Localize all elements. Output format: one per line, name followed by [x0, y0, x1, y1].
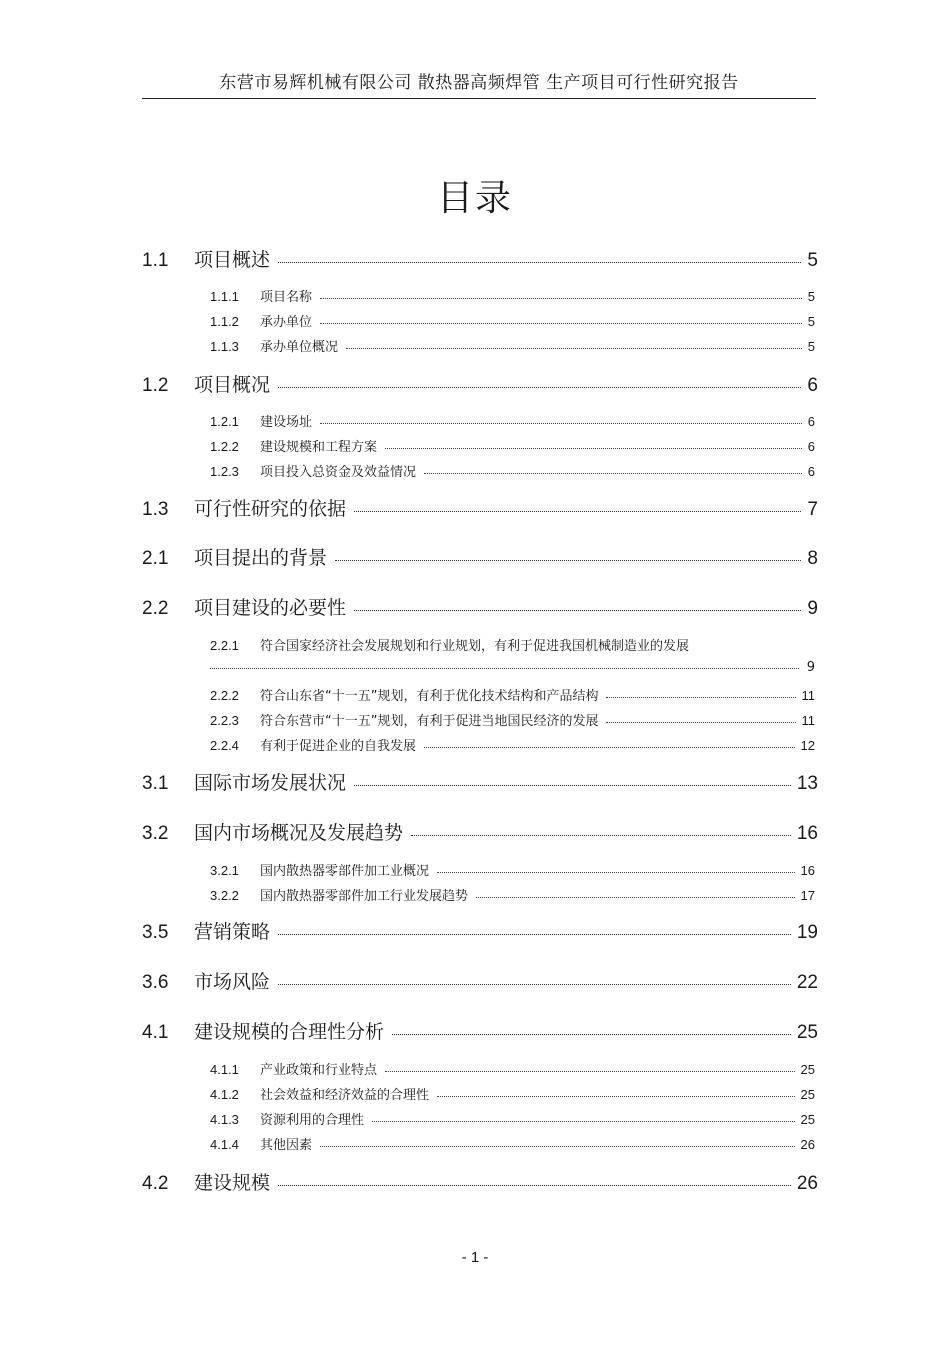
toc-number: 1.3 [142, 499, 169, 520]
toc-leader [424, 747, 795, 748]
toc-number: 4.1.3 [210, 1112, 239, 1127]
toc-leader [385, 448, 802, 449]
toc-label: 社会效益和经济效益的合理性 [260, 1088, 430, 1103]
toc-page: 9 [807, 598, 818, 619]
toc-leader [411, 835, 791, 836]
toc-page: 7 [807, 499, 818, 520]
toc-label: 符合山东省“十一五”规划，有利于优化技术结构和产品结构 [260, 689, 599, 704]
toc-entry[interactable] [142, 818, 818, 845]
toc-number: 1.2 [142, 375, 169, 396]
toc-leader [606, 697, 795, 698]
toc-leader [320, 298, 802, 299]
toc-entry[interactable] [210, 635, 815, 654]
toc-label: 建设规模 [194, 1172, 271, 1194]
toc-entry[interactable] [142, 543, 818, 570]
toc-page: 6 [807, 439, 815, 454]
toc-page: 5 [807, 339, 815, 354]
toc-entry[interactable] [210, 436, 815, 455]
toc-number: 4.1.2 [210, 1087, 239, 1102]
toc-leader [320, 1146, 795, 1147]
toc-leader [278, 984, 791, 985]
toc-number: 4.1.1 [210, 1062, 239, 1077]
toc-entry[interactable] [210, 885, 815, 904]
toc-number: 1.2.1 [210, 414, 239, 429]
toc-number: 4.1.4 [210, 1137, 239, 1152]
toc-entry[interactable] [142, 768, 818, 795]
toc-number: 3.6 [142, 972, 169, 993]
toc-label: 建设场址 [260, 415, 313, 430]
toc-entry[interactable] [210, 1059, 815, 1078]
toc-page: 17 [800, 888, 815, 903]
toc-title: 目录 [436, 178, 513, 219]
toc-number: 4.2 [142, 1173, 169, 1194]
toc-number: 4.1 [142, 1022, 169, 1043]
toc-entry[interactable] [142, 1017, 818, 1044]
toc-label: 建设规模和工程方案 [260, 440, 378, 455]
toc-number: 2.2.3 [210, 713, 239, 728]
toc-entry[interactable] [142, 494, 818, 521]
toc-leader [437, 872, 795, 873]
toc-label: 国内散热器零部件加工业概况 [260, 864, 430, 879]
toc-entry[interactable] [210, 411, 815, 430]
toc-leader [476, 897, 795, 898]
toc-page: 25 [796, 1022, 818, 1043]
toc-leader [210, 668, 799, 669]
toc-number: 2.2 [142, 598, 169, 619]
toc-label: 符合东营市“十一五”规划，有利于促进当地国民经济的发展 [260, 714, 599, 729]
page-number: - 1 - [461, 1249, 489, 1266]
toc-label: 项目名称 [260, 290, 313, 305]
toc-entry[interactable] [210, 336, 815, 355]
toc-page: 25 [800, 1112, 815, 1127]
toc-label: 产业政策和行业特点 [260, 1063, 378, 1078]
toc-page: 16 [800, 863, 815, 878]
toc-number: 3.5 [142, 922, 169, 943]
toc-label: 资源利用的合理性 [260, 1113, 365, 1128]
toc-entry[interactable] [210, 311, 815, 330]
toc-number: 1.1.2 [210, 314, 239, 329]
toc-number: 3.2.1 [210, 863, 239, 878]
toc-leader [354, 610, 801, 611]
running-header: 东营市易辉机械有限公司 散热器高频焊管 生产项目可行性研究报告 [219, 73, 739, 93]
toc-leader [392, 1034, 791, 1035]
toc-label: 项目建设的必要性 [194, 597, 347, 619]
toc-number: 3.2.2 [210, 888, 239, 903]
toc-page: 5 [807, 250, 818, 271]
toc-leader [346, 348, 802, 349]
toc-number: 2.2.2 [210, 688, 239, 703]
toc-label: 可行性研究的依据 [194, 498, 347, 520]
toc-number: 3.1 [142, 773, 169, 794]
toc-label: 承办单位 [260, 315, 313, 330]
toc-leader [424, 473, 802, 474]
toc-label: 项目概述 [194, 249, 271, 271]
toc-page: 25 [800, 1062, 815, 1077]
toc-entry[interactable] [142, 245, 818, 272]
toc-entry[interactable] [142, 917, 818, 944]
toc-page: 6 [807, 375, 818, 396]
toc-page: 13 [796, 773, 818, 794]
toc-label: 项目投入总资金及效益情况 [260, 465, 417, 480]
toc-number: 2.2.1 [210, 638, 239, 653]
toc-page: 26 [796, 1173, 818, 1194]
toc-leader [320, 323, 802, 324]
toc-entry[interactable] [210, 710, 815, 729]
toc-label: 营销策略 [194, 921, 271, 943]
toc-leader [385, 1071, 795, 1072]
toc-entry[interactable] [142, 967, 818, 994]
toc-page: 22 [796, 972, 818, 993]
toc-page: 12 [800, 738, 815, 753]
toc-page: 8 [807, 548, 818, 569]
toc-entry[interactable] [210, 286, 815, 305]
toc-leader [437, 1096, 795, 1097]
toc-leader [278, 934, 791, 935]
toc-page: 5 [807, 314, 815, 329]
toc-entry[interactable] [210, 685, 815, 704]
toc-label: 国内市场概况及发展趋势 [194, 822, 404, 844]
toc-page: 6 [807, 464, 815, 479]
toc-leader [278, 1185, 791, 1186]
toc-label: 项目提出的背景 [194, 547, 328, 569]
toc-number: 2.1 [142, 548, 169, 569]
toc-entry-continuation[interactable] [210, 660, 815, 675]
toc-number: 1.1.3 [210, 339, 239, 354]
toc-label: 有利于促进企业的自我发展 [260, 739, 417, 754]
toc-page: 11 [801, 713, 815, 728]
toc-leader [278, 387, 801, 388]
toc-number: 1.1 [142, 250, 169, 271]
toc-entry[interactable] [210, 1084, 815, 1103]
toc-number: 3.2 [142, 823, 169, 844]
toc-label: 市场风险 [194, 971, 271, 993]
toc-page: 26 [800, 1137, 815, 1152]
toc-number: 2.2.4 [210, 738, 239, 753]
toc-number: 1.2.3 [210, 464, 239, 479]
toc-label: 承办单位概况 [260, 340, 339, 355]
toc-page: 11 [801, 688, 815, 703]
toc-page: 25 [800, 1087, 815, 1102]
toc-number: 1.2.2 [210, 439, 239, 454]
toc-label: 项目概况 [194, 374, 271, 396]
toc-label: 国际市场发展状况 [194, 772, 347, 794]
toc-entry[interactable] [210, 461, 815, 480]
toc-entry[interactable] [210, 735, 815, 754]
toc-entry[interactable] [142, 593, 818, 620]
toc-page: 16 [796, 823, 818, 844]
toc-leader [606, 722, 795, 723]
toc-entry[interactable] [210, 1134, 815, 1153]
toc-leader [372, 1121, 795, 1122]
toc-number: 1.1.1 [210, 289, 239, 304]
toc-label: 符合国家经济社会发展规划和行业规划，有利于促进我国机械制造业的发展 [260, 639, 690, 654]
toc-label: 建设规模的合理性分析 [194, 1021, 385, 1043]
toc-page: 19 [796, 922, 818, 943]
toc-leader [335, 560, 801, 561]
toc-entry[interactable] [142, 1168, 818, 1195]
toc-entry[interactable] [210, 860, 815, 879]
toc-entry[interactable] [142, 370, 818, 397]
toc-page: 9 [806, 660, 815, 675]
toc-entry[interactable] [210, 1109, 815, 1128]
toc-leader [278, 262, 801, 263]
toc-leader [354, 511, 801, 512]
toc-label: 国内散热器零部件加工行业发展趋势 [260, 889, 469, 904]
toc-leader [320, 423, 802, 424]
toc-page: 6 [807, 414, 815, 429]
toc-page: 5 [807, 289, 815, 304]
toc-leader [354, 785, 791, 786]
toc-label: 其他因素 [260, 1138, 313, 1153]
